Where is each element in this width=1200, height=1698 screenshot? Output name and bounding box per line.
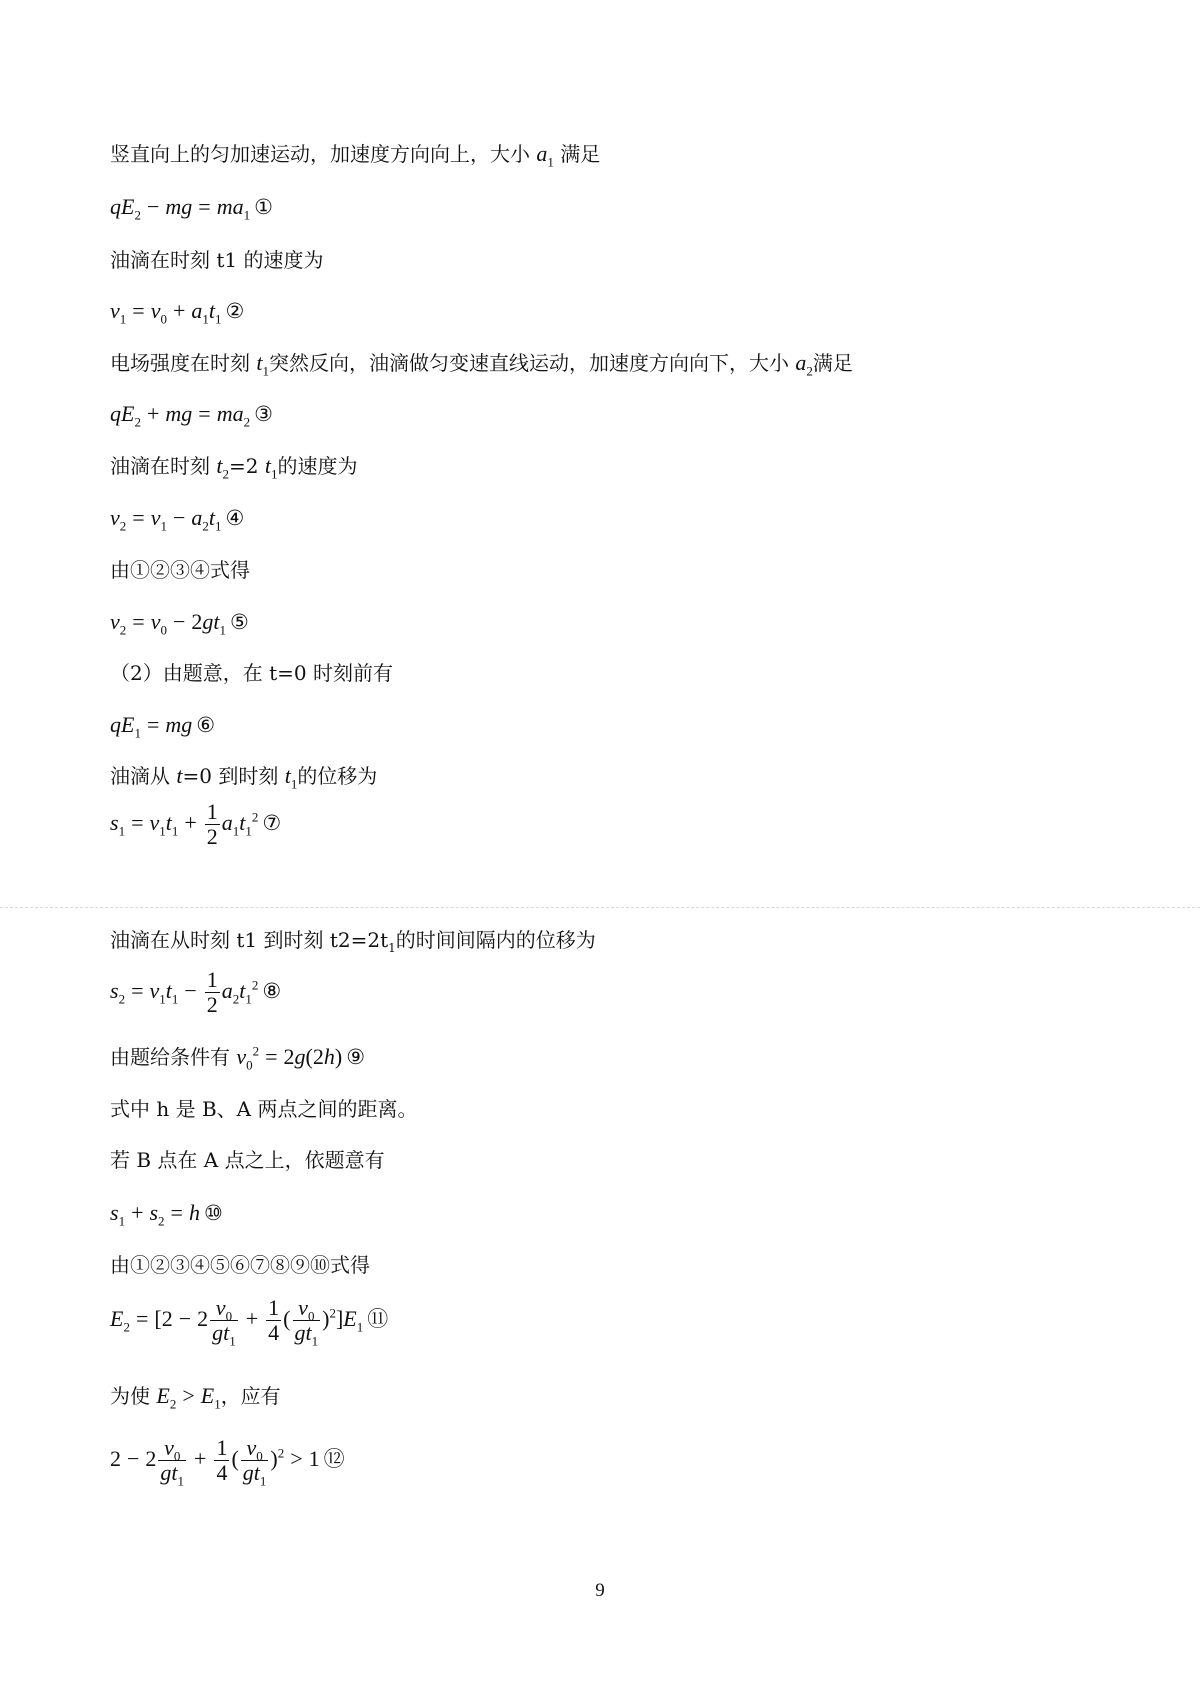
text-line-13	[110, 762, 377, 790]
marker-12: ⑫	[323, 1446, 345, 1471]
symbol-t2: $t_2$	[216, 453, 229, 482]
line-11-text: （2）由题意，在 t=0 时刻前有	[110, 661, 393, 685]
marker-7: ⑦	[262, 810, 282, 835]
text-line-7	[110, 452, 357, 480]
text-line-9	[110, 556, 250, 584]
page-number: 9	[595, 1580, 605, 1601]
marker-10: ⑩	[203, 1201, 223, 1225]
equation-11: $E_2 = [2 - 2$ $\frac{v_0}{gt_1}$ + $\frac{1}{4}$ ( $\frac{v_0}{gt_1}$ )$^2]E_1$ ⑪	[110, 1295, 389, 1349]
equation-12: 2 − 2 $\frac{v_0}{gt_1}$ + $\frac{1}{4}$ ( $\frac{v_0}{gt_1}$ )$^2$ > 1 ⑫	[110, 1435, 345, 1489]
line-13-c: 的位移为	[297, 764, 378, 788]
line-23-a: 为使	[110, 1384, 150, 1408]
line-15-a: 油滴在从时刻 t1 到时刻 t2=2t	[110, 928, 389, 952]
marker-8: ⑧	[262, 978, 282, 1003]
symbol-a1: $a_1$	[536, 141, 554, 170]
page-divider	[0, 907, 1200, 908]
line-3-text: 油滴在时刻 t1 的速度为	[110, 248, 324, 272]
line-15-b: 的时间间隔内的位移为	[395, 928, 596, 952]
line-13-a: 油滴从	[110, 764, 170, 788]
text-line-21	[110, 1251, 370, 1279]
line-7-a: 油滴在时刻	[110, 454, 210, 478]
line-7-b: =2	[228, 454, 259, 478]
marker-2: ②	[225, 299, 245, 323]
equation-4: $v_2 = v_1 - a_2t_1$ ④	[110, 505, 245, 534]
equation-2: $v_1 = v_0 + a_1t_1$ ②	[110, 298, 245, 327]
line-7-c: 的速度为	[277, 454, 358, 478]
text-line-1	[110, 140, 600, 168]
equation-10: $s_1 + s_2 = h$ ⑩	[110, 1200, 223, 1229]
equation-1: $qE_2$ − mg = $ma_1$ ①	[110, 194, 273, 223]
symbol-t1: $t_1$	[284, 763, 298, 792]
line-5-c: 满足	[812, 351, 853, 375]
marker-5: ⑤	[230, 610, 249, 634]
text-line-3	[110, 246, 323, 274]
line-5-b: 突然反向，油滴做匀变速直线运动，加速度方向向下，大小	[268, 351, 789, 375]
text-line-18	[110, 1095, 417, 1123]
marker-11: ⑪	[367, 1306, 389, 1331]
symbol-t1: $t_1$	[256, 350, 269, 379]
text-line-5	[110, 349, 853, 377]
marker-3: ③	[254, 402, 273, 426]
marker-9: ⑨	[346, 1045, 366, 1069]
equation-3: $qE_2$ + mg = $ma_2$ ③	[110, 401, 273, 430]
line-21-text: 由①②③④⑤⑥⑦⑧⑨⑩式得	[110, 1253, 370, 1277]
equation-6: $qE_1$ = mg ⑥	[110, 712, 216, 741]
text-line-15: 油滴在从时刻 t1 到时刻 $t2=2t_1$的时间间隔内的位移为	[110, 928, 596, 955]
text-line-23: 为使 $E_2 > E_1$，应有	[110, 1383, 281, 1412]
line-1-tail: 满足	[560, 142, 601, 166]
marker-4: ④	[225, 506, 245, 530]
symbol-t1: $t_1$	[264, 453, 278, 482]
line-17-a: 由题给条件有	[110, 1045, 230, 1069]
marker-1: ①	[254, 195, 273, 219]
text-line-11	[110, 659, 393, 687]
line-9-text: 由①②③④式得	[110, 558, 250, 582]
line-13-b: =0 到时刻	[182, 764, 279, 788]
line-19-text: 若 B 点在 A 点之上，依题意有	[110, 1148, 385, 1172]
line-18-text: 式中 h 是 B、A 两点之间的距离。	[110, 1097, 418, 1121]
equation-7: $s_1 = v_1t_1$ + $\frac{1}{2}$ $a_1t_1^2$ ⑦	[110, 799, 282, 850]
text-line-17: 由题给条件有 $v_0^2 = 2g(2h)$ ⑨	[110, 1043, 366, 1073]
line-5-a: 电场强度在时刻	[110, 351, 250, 375]
text-line-19	[110, 1146, 385, 1174]
line-23-b: ，应有	[220, 1384, 281, 1408]
symbol-t: t	[176, 763, 183, 788]
marker-6: ⑥	[196, 713, 216, 737]
line-1-text: 竖直向上的匀加速运动，加速度方向向上，大小	[110, 142, 530, 166]
equation-5: $v_2 = v_0 - 2gt_1$ ⑤	[110, 609, 249, 638]
equation-8: $s_2 = v_1t_1$ − $\frac{1}{2}$ $a_2t_1^2$ ⑧	[110, 967, 282, 1018]
symbol-a2: $a_2$	[795, 350, 813, 379]
